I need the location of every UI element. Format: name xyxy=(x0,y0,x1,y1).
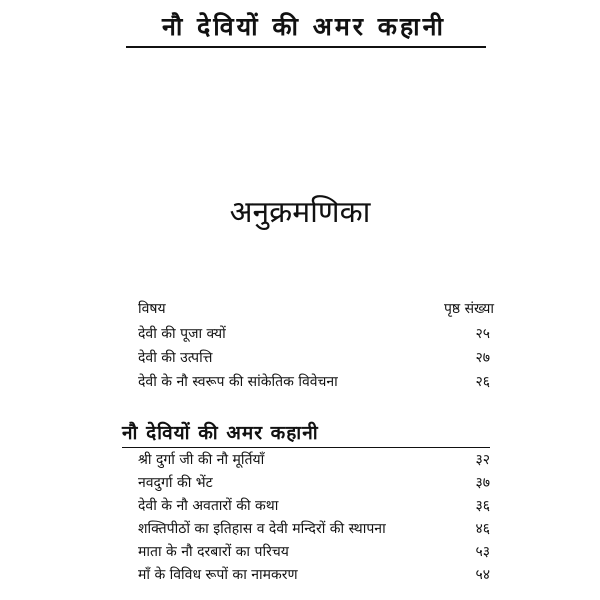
toc-entry[interactable] xyxy=(138,541,490,563)
toc-entry-page: २६ xyxy=(475,374,490,390)
toc-entry-page: ३६ xyxy=(475,498,490,514)
book-header-title: नौ देवियों की अमर कहानी xyxy=(161,12,447,41)
toc-entry[interactable] xyxy=(138,564,490,586)
toc-entry-page: ३७ xyxy=(475,475,490,491)
toc-entry-title: माँ के विविध रूपों का नामकरण xyxy=(138,567,298,583)
toc-entry-page: ५४ xyxy=(475,567,490,583)
toc-entry-title: देवी की पूजा क्यों xyxy=(138,326,226,342)
toc-entry-title: देवी के नौ अवतारों की कथा xyxy=(138,498,279,514)
toc-entry[interactable] xyxy=(138,449,490,471)
toc-title: अनुक्रमणिका xyxy=(229,195,371,230)
toc-entry-page: २७ xyxy=(475,350,490,366)
toc-entry-title: देवी के नौ स्वरूप की सांकेतिक विवेचना xyxy=(138,374,338,390)
toc-entry-title: शक्तिपीठों का इतिहास व देवी मन्दिरों की स्थापना xyxy=(138,521,386,537)
toc-entry-title: श्री दुर्गा जी की नौ मूर्तियाँ xyxy=(138,452,265,468)
toc-entry-title: देवी की उत्पत्ति xyxy=(138,350,213,366)
toc-entry[interactable] xyxy=(138,518,490,540)
toc-entry[interactable] xyxy=(138,472,490,494)
toc-entry-page: ३२ xyxy=(475,452,490,468)
toc-entry[interactable] xyxy=(138,323,490,345)
toc-entry[interactable] xyxy=(138,347,490,369)
toc-entry[interactable] xyxy=(138,495,490,517)
header-underline xyxy=(126,46,486,48)
toc-entry-page: ५३ xyxy=(475,544,490,560)
section-heading: नौ देवियों की अमर कहानी xyxy=(122,422,319,444)
toc-entry-title: माता के नौ दरबारों का परिचय xyxy=(138,544,289,560)
section-underline xyxy=(122,447,490,448)
column-header-page: पृष्ठ संख्या xyxy=(443,301,494,317)
toc-entry-title: नवदुर्गा की भेंट xyxy=(138,475,213,491)
toc-entry-page: २५ xyxy=(475,326,490,342)
toc-entry-page: ४६ xyxy=(475,521,490,537)
toc-entry[interactable] xyxy=(138,371,490,393)
column-header-subject: विषय xyxy=(138,301,166,317)
